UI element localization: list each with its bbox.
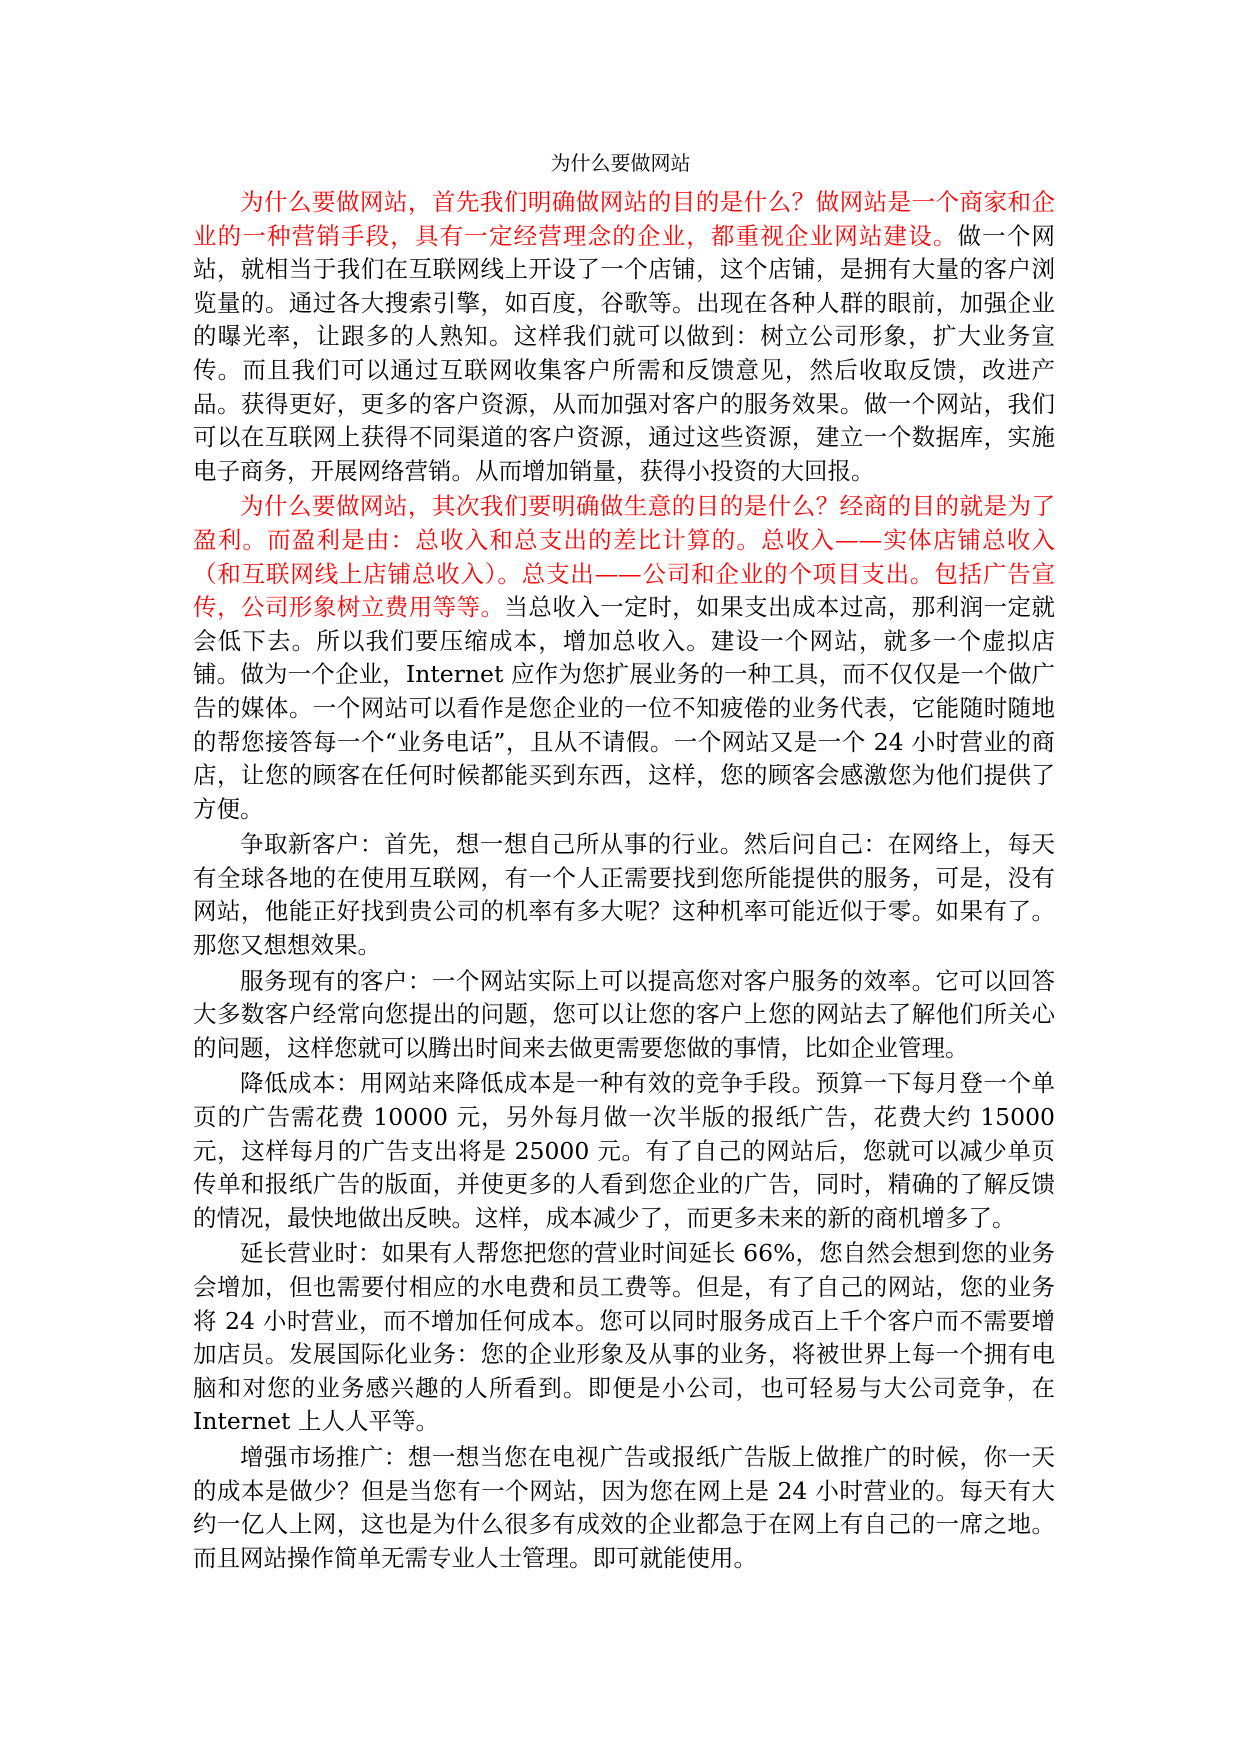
paragraph-2-highlight: 为什么要做网站，其次我们要明确做生意的目的是什么？经商的目的就是为了盈利。而盈利是由：总收入和总支出的差比计算的。总收入——实体店铺总收入（和互联网线上店铺总收入）。总支出——公司和企业的个项目支出。包括广告宣传，公司形象树立费用等等。 [193,492,1055,622]
paragraph-5-text: 降低成本：用网站来降低成本是一种有效的竞争手段。预算一下每月登一个单页的广告需花费 10000 元，另外每月做一次半版的报纸广告，花费大约 15000 元，这样每月的广告支出将是 25000 元。有了自己的网站后，您就可以减少单页传单和报纸广告的版面，并使更多的人看到您企业的广告，同时，精确的了解反馈的情况，最快地做出反映。这样，成本减少了，而更多未来的新的商机增多了。 [193,1069,1055,1232]
paragraph-2 [193,490,1055,826]
document-title: 为什么要做网站 [550,151,691,175]
paragraph-5 [193,1067,1055,1235]
document-body [193,186,1055,1577]
paragraph-2-text: 当总收入一定时，如果支出成本过高，那利润一定就会低下去。所以我们要压缩成本，增加总收入。建设一个网站，就多一个虚拟店铺。做为一个企业，Internet 应作为您扩展业务的一种工具，而不仅仅是一个做广告的媒体。一个网站可以看作是您企业的一位不知疲倦的业务代表，它能随时随地的帮您接答每一个“业务电话”，且从不请假。一个网站又是一个 24 小时营业的商店，让您的顾客在任何时候都能买到东西，这样，您的顾客会感激您为他们提供了方便。 [193,593,1056,823]
paragraph-7-text: 增强市场推广：想一想当您在电视广告或报纸广告版上做推广的时候，你一天的成本是做少？但是当您有一个网站，因为您在网上是 24 小时营业的。每天有大约一亿人上网，这也是为什么很多有成效的企业都急于在网上有自己的一席之地。而且网站操作简单无需专业人士管理。即可就能使用。 [193,1442,1055,1572]
paragraph-4-text: 服务现有的客户：一个网站实际上可以提高您对客户服务的效率。它可以回答大多数客户经常向您提出的问题，您可以让您的客户上您的网站去了解他们所关心的问题，这样您就可以腾出时间来去做更需要您做的事情，比如企业管理。 [193,966,1055,1062]
paragraph-1 [193,186,1055,488]
paragraph-6-text: 延长营业时：如果有人帮您把您的营业时间延长 66%，您自然会想到您的业务会增加，但也需要付相应的水电费和员工费等。但是，有了自己的网站，您的业务将 24 小时营业，而不增加任何成本。您可以同时服务成百上千个客户而不需要增加店员。发展国际化业务：您的企业形象及从事的业务，将被世界上每一个拥有电脑和对您的业务感兴趣的人所看到。即便是小公司，也可轻易与大公司竞争，在 Internet 上人人平等。 [193,1239,1055,1436]
paragraph-6 [193,1237,1055,1439]
paragraph-7 [193,1441,1055,1575]
paragraph-3 [193,828,1055,962]
paragraph-3-text: 争取新客户：首先，想一想自己所从事的行业。然后问自己：在网络上，每天有全球各地的在使用互联网，有一个人正需要找到您所能提供的服务，可是，没有网站，他能正好找到贵公司的机率有多大呢？这种机率可能近似于零。如果有了。那您又想想效果。 [193,830,1055,960]
paragraph-1-highlight: 为什么要做网站，首先我们明确做网站的目的是什么？做网站是一个商家和企业的一种营销手段，具有一定经营理念的企业，都重视企业网站建设。 [193,188,1055,250]
paragraph-1-text: 做一个网站，就相当于我们在互联网线上开设了一个店铺，这个店铺，是拥有大量的客户浏览量的。通过各大搜索引擎，如百度，谷歌等。出现在各种人群的眼前，加强企业的曝光率，让跟多的人熟知。这样我们就可以做到：树立公司形象，扩大业务宣传。而且我们可以通过互联网收集客户所需和反馈意见，然后收取反馈，改进产品。获得更好，更多的客户资源，从而加强对客户的服务效果。做一个网站，我们可以在互联网上获得不同渠道的客户资源，通过这些资源，建立一个数据库，实施电子商务，开展网络营销。从而增加销量，获得小投资的大回报。 [193,221,1056,485]
paragraph-4 [193,965,1055,1066]
